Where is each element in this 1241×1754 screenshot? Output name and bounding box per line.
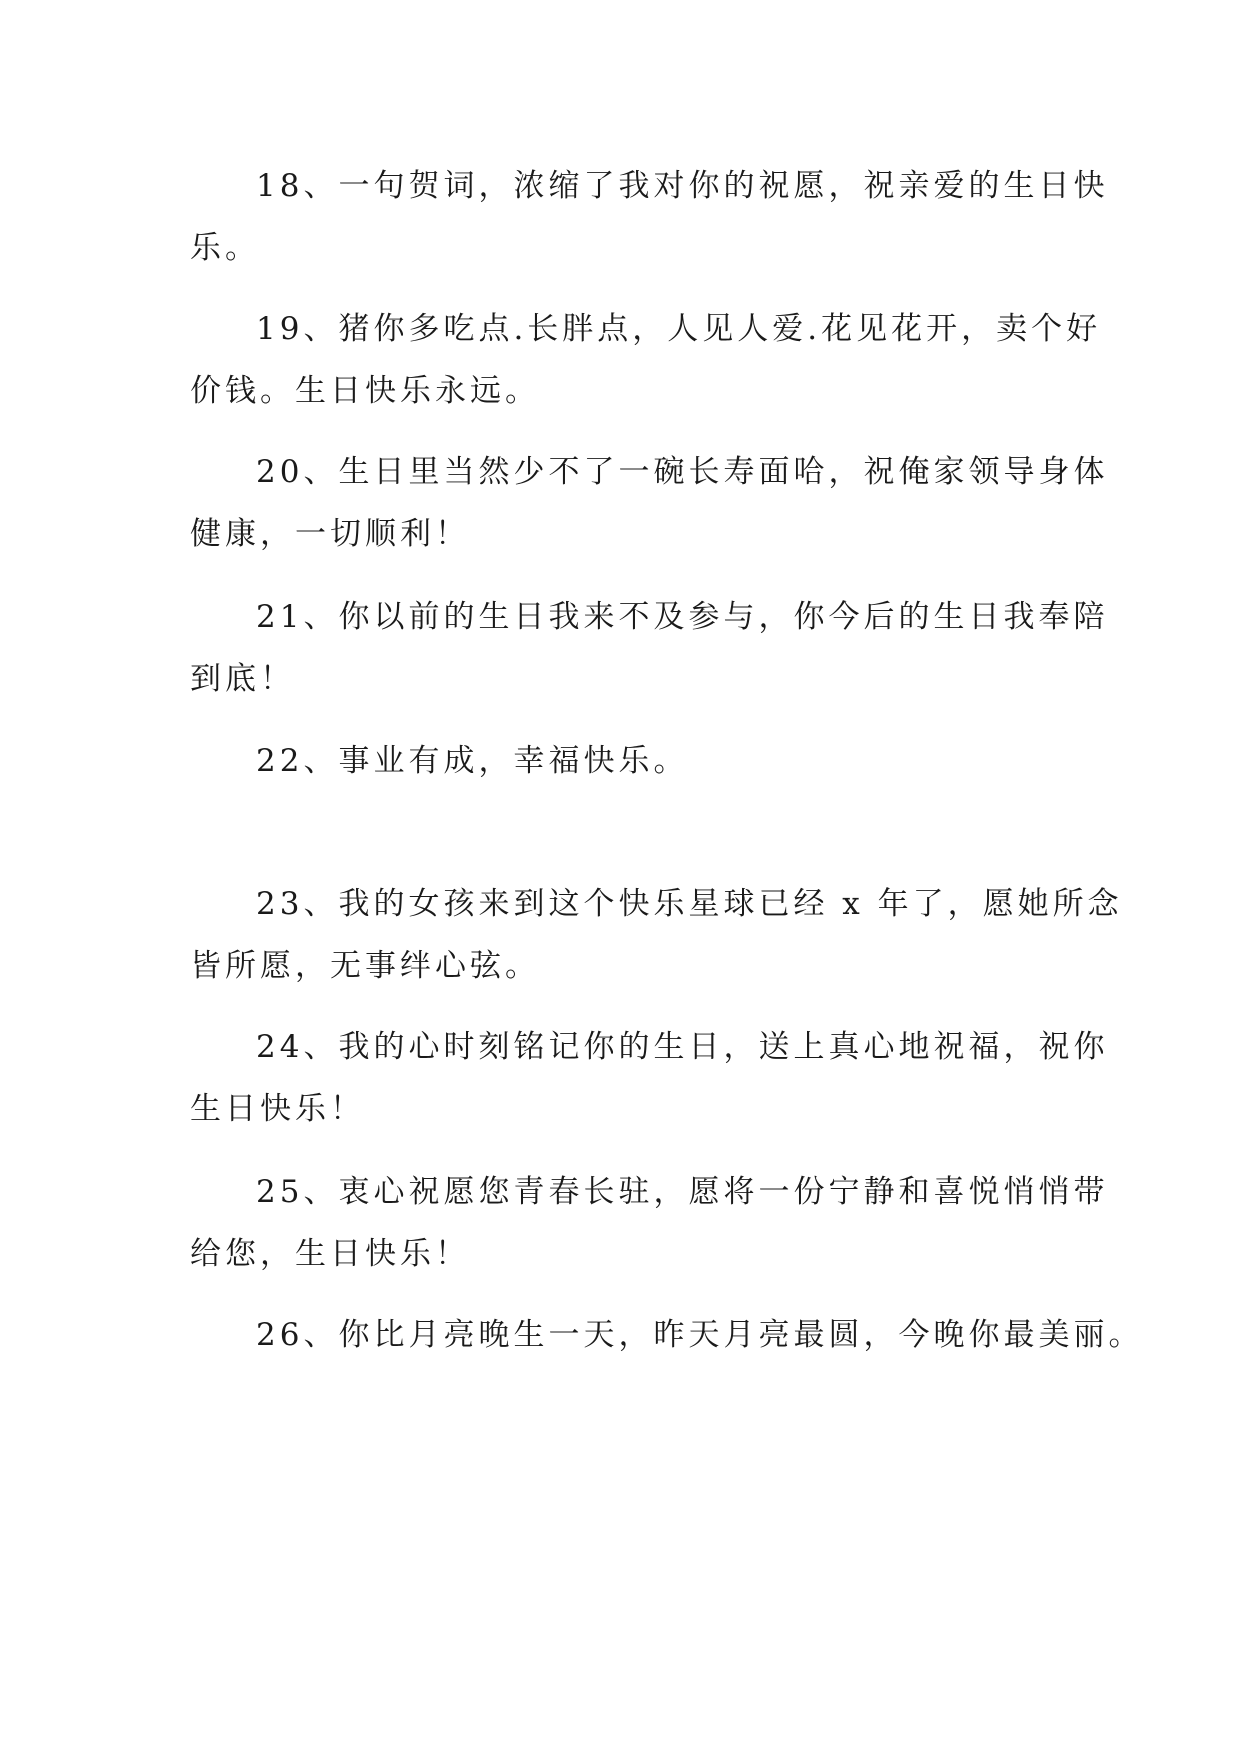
paragraph-line: 生日快乐！ <box>190 1091 365 1127</box>
paragraph-line: 18、一句贺词，浓缩了我对你的祝愿，祝亲爱的生日快 <box>256 168 1109 204</box>
paragraph-line: 到底！ <box>190 661 295 697</box>
paragraph-26 <box>190 1304 1144 1366</box>
paragraph-line: 25、衷心祝愿您青春长驻，愿将一份宁静和喜悦悄悄带 <box>256 1174 1109 1210</box>
paragraph-line: 21、你以前的生日我来不及参与，你今后的生日我奉陪 <box>256 599 1109 635</box>
paragraph-25 <box>190 1161 1109 1285</box>
paragraph-line: 26、你比月亮晚生一天，昨天月亮最圆，今晚你最美丽。 <box>256 1317 1144 1353</box>
paragraph-20 <box>190 441 1109 565</box>
paragraph-line: 价钱。生日快乐永远。 <box>190 373 540 409</box>
paragraph-line: 24、我的心时刻铭记你的生日，送上真心地祝福，祝你 <box>256 1029 1109 1065</box>
paragraph-line: 22、事业有成，幸福快乐。 <box>256 743 689 779</box>
paragraph-21 <box>190 586 1109 710</box>
paragraph-line: 乐。 <box>190 230 260 266</box>
paragraph-line: 19、猪你多吃点.长胖点，人见人爱.花见花开，卖个好 <box>256 311 1102 347</box>
paragraph-23 <box>190 873 1123 997</box>
paragraph-22 <box>190 730 1050 792</box>
paragraph-line: 给您，生日快乐！ <box>190 1236 470 1272</box>
paragraph-24 <box>190 1016 1109 1140</box>
paragraph-line: 健康，一切顺利！ <box>190 516 470 552</box>
paragraph-line: 20、生日里当然少不了一碗长寿面哈，祝俺家领导身体 <box>256 454 1109 490</box>
paragraph-line: 皆所愿，无事绊心弦。 <box>190 948 540 984</box>
paragraph-18 <box>190 155 1109 279</box>
paragraph-line: 23、我的女孩来到这个快乐星球已经 x 年了，愿她所念 <box>256 886 1123 922</box>
paragraph-19 <box>190 298 1102 422</box>
